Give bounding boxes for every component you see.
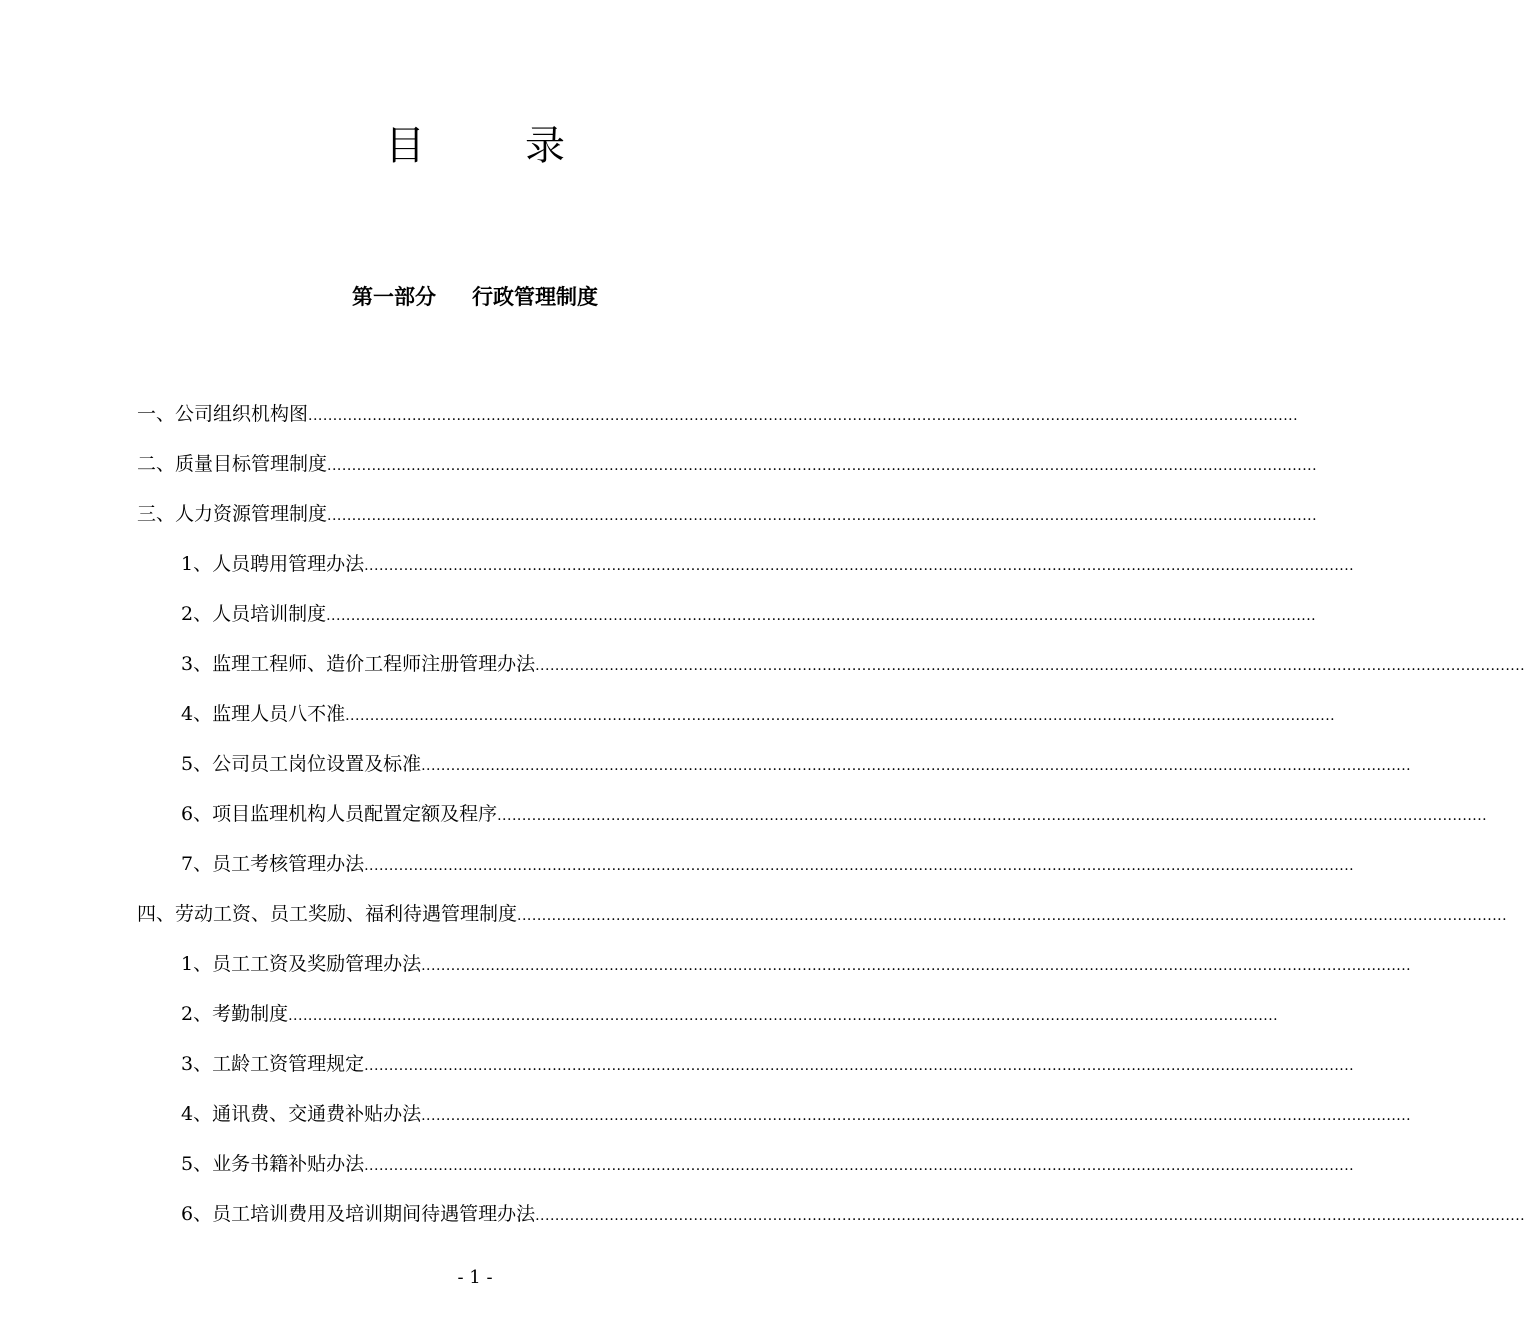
toc-entry-text: 7、员工考核管理办法 — [181, 853, 365, 875]
toc-leader-dots: ........................................................................................................................................................................................................ — [421, 1108, 1412, 1124]
toc-entry-text: 3、工龄工资管理规定 — [181, 1053, 365, 1075]
toc-entry[interactable] — [181, 999, 1279, 1029]
toc-entry[interactable] — [181, 949, 1412, 979]
toc-leader-dots: ........................................................................................................................................................................................................ — [535, 658, 1525, 674]
toc-leader-dots: ........................................................................................................................................................................................................ — [535, 1208, 1525, 1224]
toc-title-char: 录 — [525, 123, 565, 169]
toc-entry-text: 2、人员培训制度 — [181, 603, 327, 625]
toc-entry-text: 6、项目监理机构人员配置定额及程序 — [181, 803, 498, 825]
toc-entry[interactable] — [137, 899, 1508, 929]
toc-leader-dots: ........................................................................................................................................................................................................ — [421, 758, 1412, 774]
toc-entry[interactable] — [181, 549, 1355, 579]
toc-leader-dots: ........................................................................................................................................................................................................ — [345, 708, 1336, 724]
toc-entry-text: 1、人员聘用管理办法 — [181, 553, 365, 575]
toc-entry[interactable] — [181, 849, 1355, 879]
toc-leader-dots: ........................................................................................................................................................................................................ — [288, 1008, 1279, 1024]
part-name: 行政管理制度 — [472, 285, 598, 309]
toc-entry[interactable] — [181, 749, 1412, 779]
toc-entry[interactable] — [181, 1199, 1525, 1229]
part-number: 第一部分 — [352, 285, 436, 309]
toc-entry-text: 二、质量目标管理制度 — [137, 453, 328, 475]
toc-entry[interactable] — [137, 499, 1318, 529]
toc-entry-text: 2、考勤制度 — [181, 1003, 289, 1025]
toc-entry[interactable] — [181, 1049, 1355, 1079]
toc-entry[interactable] — [181, 799, 1488, 829]
toc-entry-text: 一、公司组织机构图 — [137, 403, 309, 425]
toc-entry[interactable] — [181, 1099, 1412, 1129]
toc-entry[interactable] — [137, 449, 1318, 479]
toc-title — [0, 118, 950, 174]
toc-entry-text: 四、劳动工资、员工奖励、福利待遇管理制度 — [137, 903, 518, 925]
toc-leader-dots: ........................................................................................................................................................................................................ — [497, 808, 1488, 824]
toc-entry-text: 5、业务书籍补贴办法 — [181, 1153, 365, 1175]
part-heading — [0, 282, 950, 312]
toc-entry[interactable] — [137, 399, 1299, 429]
toc-entry-text: 三、人力资源管理制度 — [137, 503, 328, 525]
page-number: - 1 - — [457, 1267, 493, 1288]
toc-leader-dots: ........................................................................................................................................................................................................ — [326, 608, 1317, 624]
toc-leader-dots: ........................................................................................................................................................................................................ — [517, 908, 1508, 924]
toc-entry[interactable] — [181, 649, 1525, 679]
toc-entry[interactable] — [181, 599, 1317, 629]
toc-leader-dots: ........................................................................................................................................................................................................ — [364, 1158, 1355, 1174]
toc-entry-text: 6、员工培训费用及培训期间待遇管理办法 — [181, 1203, 536, 1225]
toc-title-char: 目 — [385, 123, 425, 169]
toc-entry-text: 5、公司员工岗位设置及标准 — [181, 753, 422, 775]
toc-entry[interactable] — [181, 1149, 1355, 1179]
toc-entry-text: 1、员工工资及奖励管理办法 — [181, 953, 422, 975]
toc-entry-text: 4、监理人员八不准 — [181, 703, 346, 725]
toc-leader-dots: ........................................................................................................................................................................................................ — [421, 958, 1412, 974]
toc-leader-dots: ........................................................................................................................................................................................................ — [308, 408, 1299, 424]
toc-entry[interactable] — [181, 699, 1336, 729]
toc-leader-dots: ........................................................................................................................................................................................................ — [327, 508, 1318, 524]
toc-leader-dots: ........................................................................................................................................................................................................ — [364, 1058, 1355, 1074]
toc-leader-dots: ........................................................................................................................................................................................................ — [364, 558, 1355, 574]
toc-leader-dots: ........................................................................................................................................................................................................ — [364, 858, 1355, 874]
toc-entry-text: 4、通讯费、交通费补贴办法 — [181, 1103, 422, 1125]
toc-entry-text: 3、监理工程师、造价工程师注册管理办法 — [181, 653, 536, 675]
toc-leader-dots: ........................................................................................................................................................................................................ — [327, 458, 1318, 474]
